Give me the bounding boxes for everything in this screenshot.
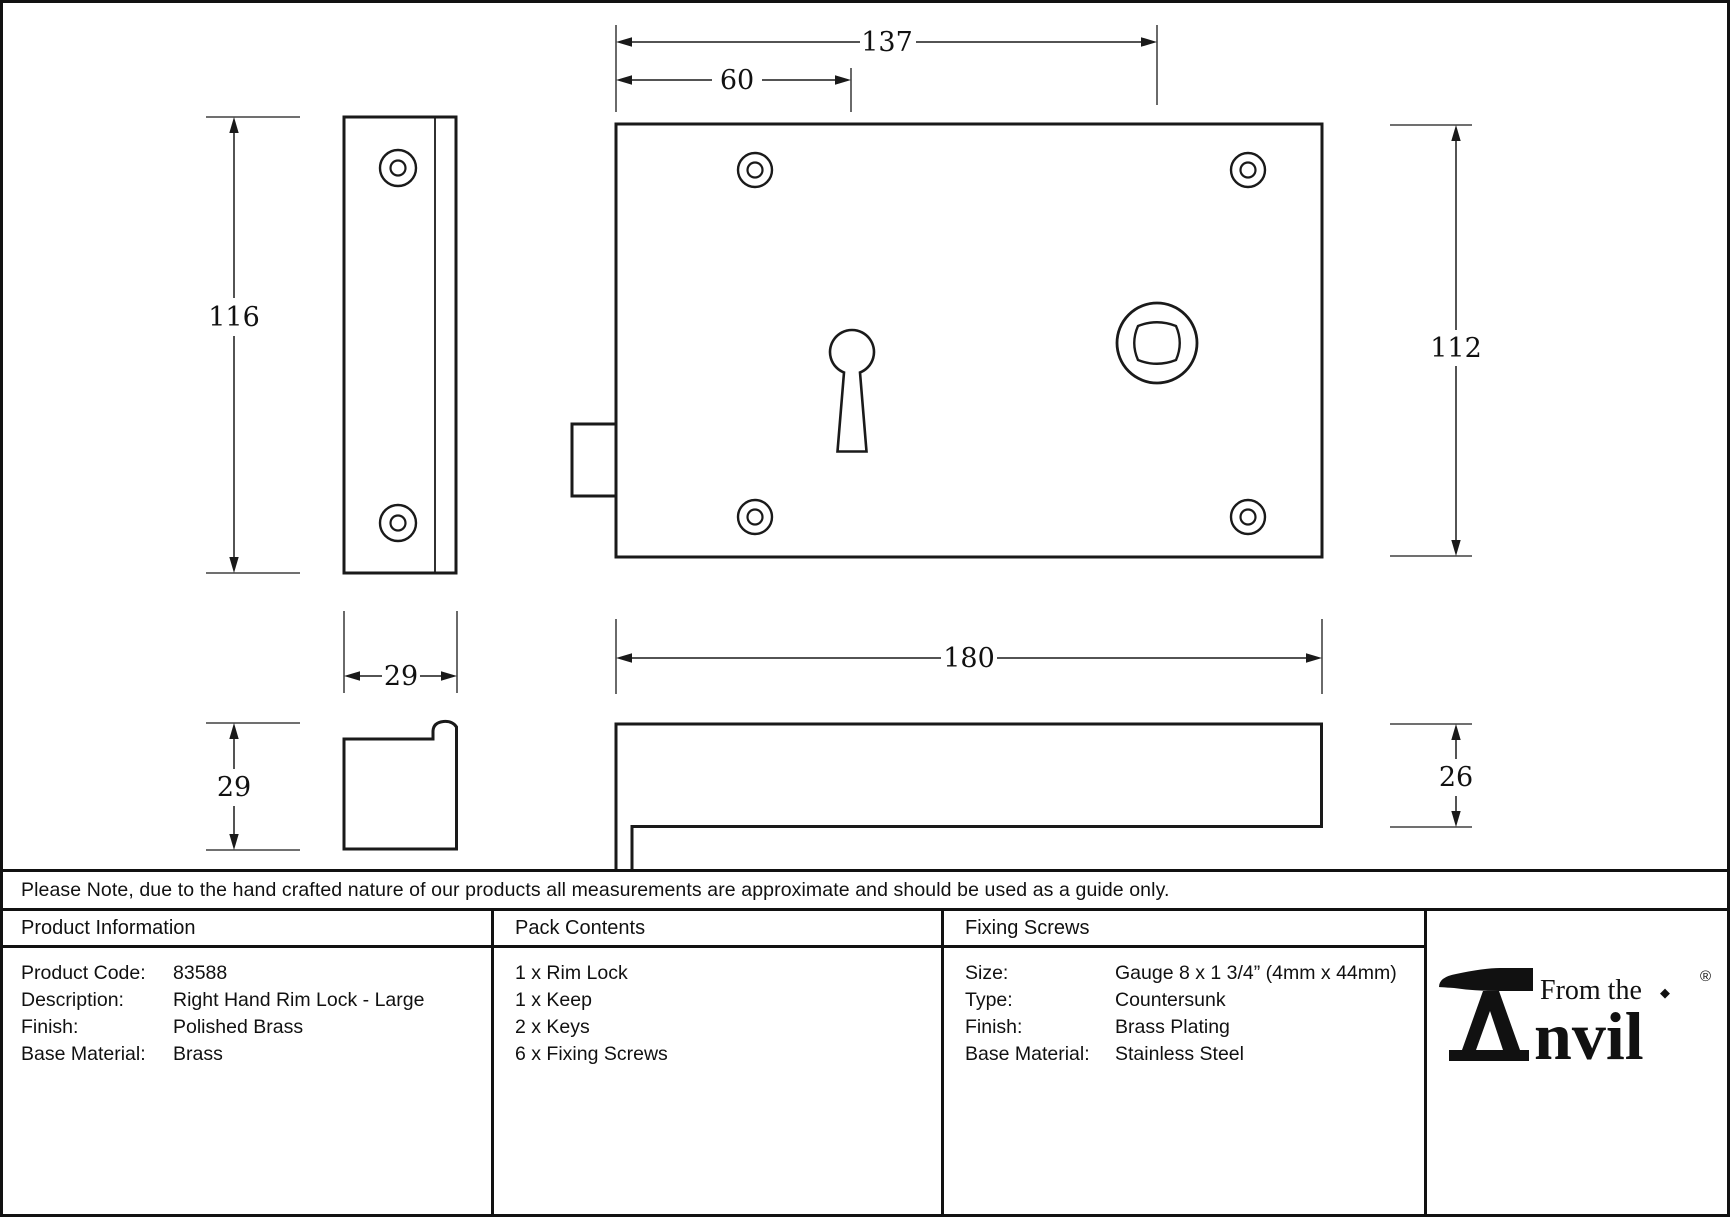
table-row: [21, 987, 481, 1014]
table-row: [21, 1041, 481, 1068]
row-value: Brass: [173, 1043, 223, 1065]
row-value: Polished Brass: [173, 1016, 304, 1038]
row-value: Stainless Steel: [1115, 1043, 1244, 1065]
table-row: [965, 987, 1414, 1014]
row-label: Base Material:: [21, 1043, 146, 1065]
dim-180: [616, 619, 1322, 694]
pack-contents-column: [494, 911, 944, 1217]
row-label: Finish:: [965, 1016, 1023, 1038]
anvil-icon: [1439, 968, 1533, 1061]
from-the-anvil-logo: [1436, 955, 1721, 1078]
screw-hole-keep-top: [380, 150, 416, 186]
screw-hole-body-bottom-right: [1231, 500, 1265, 534]
fixing-screws-body: [944, 948, 1424, 1068]
dim-label-116: 116: [208, 302, 260, 333]
screw-hole-keep-bottom: [380, 505, 416, 541]
table-row: [965, 960, 1414, 987]
dim-label-29-depth: 29: [216, 772, 252, 803]
row-value: Right Hand Rim Lock - Large: [173, 989, 425, 1011]
list-item: 6 x Fixing Screws: [515, 1043, 668, 1065]
dim-label-26: 26: [1438, 762, 1474, 793]
list-item: 2 x Keys: [515, 1016, 590, 1038]
row-label: Finish:: [21, 1016, 79, 1038]
dim-label-60: 60: [719, 65, 755, 96]
row-label: Size:: [965, 962, 1009, 984]
row-value: Gauge 8 x 1 3/4” (4mm x 44mm): [1115, 962, 1397, 984]
dim-label-112: 112: [1430, 333, 1482, 364]
drawing-shapes: [344, 117, 1322, 869]
keep-front-view: [616, 724, 1322, 869]
dim-label-29-width: 29: [383, 661, 419, 692]
lock-body-view: [572, 124, 1322, 557]
pack-contents-header: Pack Contents: [494, 911, 941, 948]
dim-26: [1390, 724, 1473, 827]
logo-brand-text: nvil: [1534, 998, 1644, 1073]
dim-60: [616, 65, 851, 112]
keyhole-icon: [830, 330, 874, 451]
fixing-screws-column: [944, 911, 1427, 1217]
anvil-logo-graphic: [1436, 955, 1721, 1073]
screw-hole-body-top-left: [738, 153, 772, 187]
dim-137: [616, 25, 1157, 112]
dim-29-depth: [206, 723, 300, 850]
dim-29-width: [344, 611, 457, 693]
keep-profile-view: [344, 721, 457, 849]
product-information-column: [0, 911, 494, 1217]
screw-hole-body-top-right: [1231, 153, 1265, 187]
screw-hole-body-bottom-left: [738, 500, 772, 534]
product-information-header: Product Information: [0, 911, 491, 948]
keep-side-view: [344, 117, 456, 573]
row-value: Countersunk: [1115, 989, 1226, 1011]
table-row: [965, 1041, 1414, 1068]
dim-label-137: 137: [861, 27, 913, 58]
dim-116: [206, 117, 300, 573]
row-label: Base Material:: [965, 1043, 1090, 1065]
product-information-body: [0, 948, 491, 1068]
table-row: [965, 1014, 1414, 1041]
spec-table: [0, 911, 1730, 1217]
row-label: Type:: [965, 989, 1013, 1011]
pack-contents-body: [494, 948, 941, 1068]
measurement-note-text: Please Note, due to the hand crafted nature of our products all measurements are approximate and should be used as a guide only.: [21, 878, 1170, 901]
latch-bolt: [572, 424, 616, 496]
row-value: 83588: [173, 962, 228, 984]
dim-112: [1390, 125, 1482, 556]
dimension-annotations: [206, 25, 1482, 850]
measurement-note-bar: [0, 869, 1730, 911]
list-item: 1 x Keep: [515, 989, 592, 1011]
brand-logo-cell: [1427, 911, 1730, 1217]
row-label: Description:: [21, 989, 124, 1011]
list-item: 1 x Rim Lock: [515, 962, 628, 984]
fixing-screws-header: Fixing Screws: [944, 911, 1424, 948]
row-value: Brass Plating: [1115, 1016, 1230, 1038]
row-label: Product Code:: [21, 962, 146, 984]
logo-prefix-text: From the: [1540, 975, 1642, 1006]
table-row: [21, 1014, 481, 1041]
registered-trademark-icon: ®: [1700, 968, 1712, 985]
table-row: [21, 960, 481, 987]
dim-label-180: 180: [943, 643, 995, 674]
logo-diamond-icon: ◆: [1660, 985, 1670, 1000]
spindle-hub: [1117, 303, 1197, 383]
